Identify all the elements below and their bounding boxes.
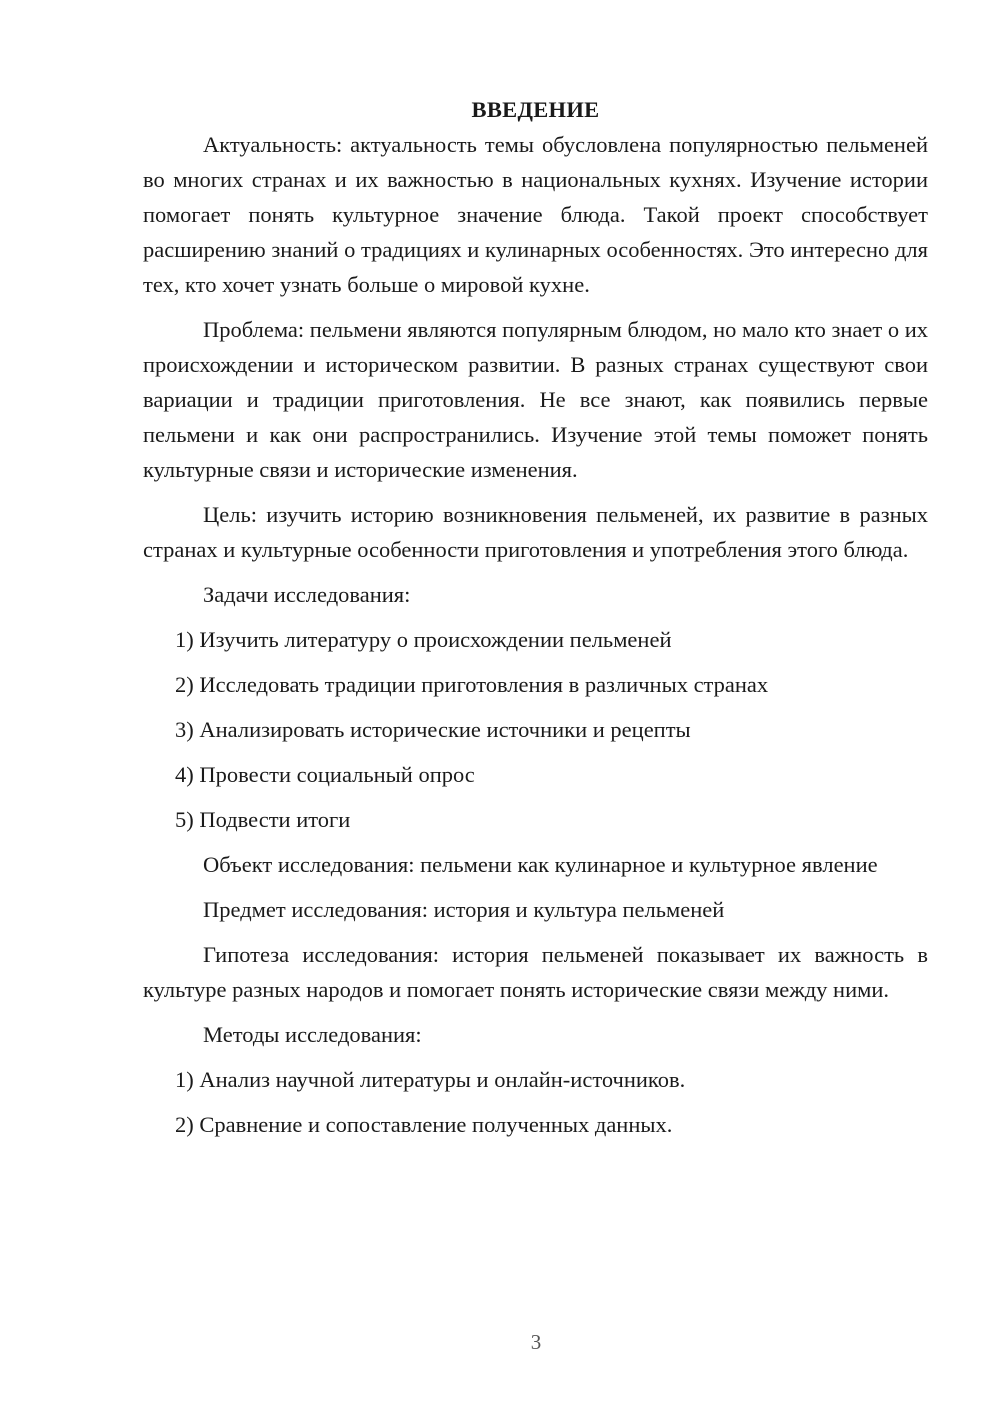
task-item: 5) Подвести итоги — [175, 807, 351, 832]
task-item: 4) Провести социальный опрос — [175, 762, 475, 787]
tasks-heading: Задачи исследования: — [203, 582, 411, 607]
task-item: 2) Исследовать традиции приготовления в различных странах — [175, 672, 769, 697]
hypothesis-paragraph: Гипотеза исследования: история пельменей показывает их важность в культуре разных народов и помогает понять исторические связи между ними. — [143, 942, 928, 1002]
method-item: 1) Анализ научной литературы и онлайн-источников. — [175, 1067, 686, 1092]
method-item: 2) Сравнение и сопоставление полученных данных. — [175, 1112, 673, 1137]
page-number: 3 — [530, 1330, 542, 1354]
object-paragraph: Объект исследования: пельмени как кулинарное и культурное явление — [203, 852, 878, 877]
methods-heading: Методы исследования: — [203, 1022, 422, 1047]
task-item: 1) Изучить литературу о происхождении пельменей — [175, 627, 672, 652]
task-item: 3) Анализировать исторические источники и рецепты — [175, 717, 691, 742]
page-title: ВВЕДЕНИЕ — [471, 97, 600, 122]
goal-paragraph: Цель: изучить историю возникновения пельменей, их развитие в разных странах и культурные особенности приготовления и употребления этого блюда. — [143, 502, 928, 562]
page-content — [143, 92, 928, 1142]
relevance-paragraph: Актуальность: актуальность темы обусловлена популярностью пельменей во многих странах и их важностью в национальных кухнях. Изучение истории помогает понять культурное значение блюда. Такой проект способствует расширению знаний о традициях и кулинарных особенностях. Это интересно для тех, кто хочет узнать больше о мировой кухне. — [143, 132, 928, 297]
subject-paragraph: Предмет исследования: история и культура пельменей — [203, 897, 725, 922]
problem-paragraph: Проблема: пельмени являются популярным блюдом, но мало кто знает о их происхождении и историческом развитии. В разных странах существуют свои вариации и традиции приготовления. Не все знают, как появились первые пельмени и как они распространились. Изучение этой темы поможет понять культурные связи и исторические изменения. — [143, 317, 928, 482]
